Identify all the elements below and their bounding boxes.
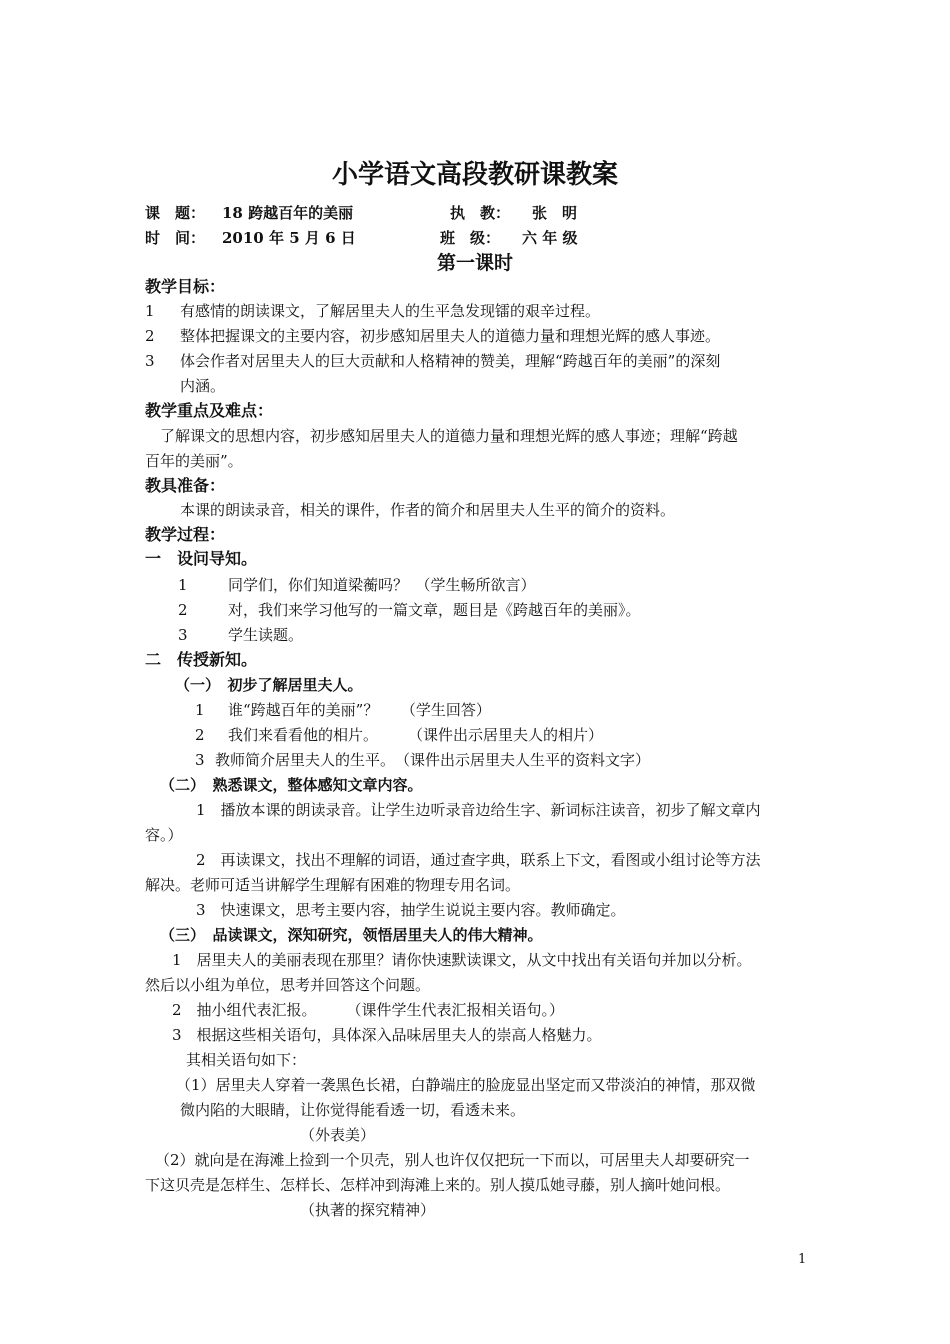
part1-number: 2	[178, 601, 188, 619]
class-label: 班 级：	[440, 229, 501, 247]
sub2-text-continued: 解决。老师可适当讲解学生理解有困难的物理专用名词。	[145, 876, 521, 894]
part1-text: 同学们，你们知道梁蘅吗？ （学生畅所欲言）	[228, 576, 536, 594]
goal-text: 整体把握课文的主要内容，初步感知居里夫人的道德力量和理想光辉的感人事迹。	[180, 327, 721, 345]
teacher-label: 执 教：	[450, 204, 511, 222]
lesson-title: 第一课时	[436, 252, 513, 274]
sub3-text-continued: 然后以小组为单位，思考并回答这个问题。	[145, 976, 431, 994]
sub1-heading: （一） 初步了解居里夫人。	[175, 676, 363, 694]
topic-label: 课 题：	[145, 204, 206, 222]
sub3-text: 2 抽小组代表汇报。 （课件学生代表汇报相关语句。）	[172, 1001, 565, 1019]
sub1-text: 教师简介居里夫人的生平。 （课件出示居里夫人生平的资料文字）	[215, 751, 651, 769]
goal-number: 2	[145, 327, 155, 345]
quote-text-continued: 下这贝壳是怎样生、怎样长、怎样冲到海滩上来的。别人摸瓜她寻藤，别人摘叶她问根。	[145, 1176, 731, 1194]
page-number: 1	[798, 1252, 807, 1267]
sub3-heading: （三） 品读课文，深知研究，领悟居里夫人的伟大精神。	[160, 926, 543, 944]
sub3-text: 1 居里夫人的美丽表现在那里？请你快速默读课文，从文中找出有关语句并加以分析。	[172, 951, 752, 969]
quote-note: （执著的探究精神）	[300, 1201, 436, 1219]
time-value: 2010 年 5 月 6 日	[222, 229, 356, 247]
goal-text: 体会作者对居里夫人的巨大贡献和人格精神的赞美，理解“跨越百年的美丽”的深刻	[180, 352, 721, 370]
quote-note: （外表美）	[300, 1126, 376, 1144]
goal-text: 有感情的朗读课文，了解居里夫人的生平急发现镭的艰辛过程。	[180, 302, 601, 320]
class-value: 六 年 级	[522, 229, 578, 247]
sub1-text: 我们来看看他的相片。 （课件出示居里夫人的相片）	[228, 726, 604, 744]
sub2-text: 2 再读课文，找出不理解的词语，通过查字典，联系上下文，看图或小组讨论等方法	[196, 851, 761, 869]
keypoints-text: 了解课文的思想内容，初步感知居里夫人的道德力量和理想光辉的感人事迹；理解“跨越	[160, 427, 738, 445]
goal-number: 1	[145, 302, 155, 320]
quote-text-continued: 微内陷的大眼睛，让你觉得能看透一切，看透未来。	[180, 1101, 526, 1119]
quotes-intro: 其相关语句如下：	[186, 1051, 307, 1069]
process-heading: 教学过程：	[145, 525, 226, 544]
sub2-heading: （二） 熟悉课文，整体感知文章内容。	[160, 776, 423, 794]
sub1-text: 谁“跨越百年的美丽”？ （学生回答）	[228, 701, 491, 719]
sub3-text: 3 根据这些相关语句，具体深入品味居里夫人的崇高人格魅力。	[172, 1026, 602, 1044]
materials-heading: 教具准备：	[145, 476, 226, 495]
teacher-value: 张 明	[532, 204, 578, 222]
materials-text: 本课的朗读录音，相关的课件，作者的简介和居里夫人生平的简介的资料。	[180, 501, 676, 519]
keypoints-text-continued: 百年的美丽”。	[145, 452, 243, 470]
sub1-number: 1	[195, 701, 205, 719]
part1-heading: 一 设问导知。	[145, 549, 258, 568]
part1-number: 1	[178, 576, 188, 594]
quote-text: （2）就向是在海滩上捡到一个贝壳，别人也许仅仅把玩一下而以，可居里夫人却要研究一	[155, 1151, 750, 1169]
topic-value: 18 跨越百年的美丽	[222, 204, 354, 222]
sub2-text: 3 快速课文，思考主要内容，抽学生说说主要内容。教师确定。	[196, 901, 626, 919]
sub1-number: 3	[195, 751, 205, 769]
goal-text-continued: 内涵。	[180, 377, 226, 395]
part1-text: 对，我们来学习他写的一篇文章，题目是《跨越百年的美丽》。	[228, 601, 641, 619]
part1-text: 学生读题。	[228, 626, 304, 644]
part2-heading: 二 传授新知。	[145, 650, 258, 669]
part1-number: 3	[178, 626, 188, 644]
sub2-text: 1 播放本课的朗读录音。让学生边听录音边给生字、新词标注读音，初步了解文章内	[196, 801, 761, 819]
goals-heading: 教学目标：	[145, 277, 226, 296]
keypoints-heading: 教学重点及难点：	[145, 401, 274, 420]
document-title: 小学语文高段教研课教案	[331, 160, 618, 190]
goal-number: 3	[145, 352, 155, 370]
sub2-text-continued: 容。）	[145, 826, 183, 844]
time-label: 时 间：	[145, 229, 206, 247]
sub1-number: 2	[195, 726, 205, 744]
quote-text: （1）居里夫人穿着一袭黑色长裙，白静端庄的脸庞显出坚定而又带淡泊的神情，那双微	[176, 1076, 756, 1094]
